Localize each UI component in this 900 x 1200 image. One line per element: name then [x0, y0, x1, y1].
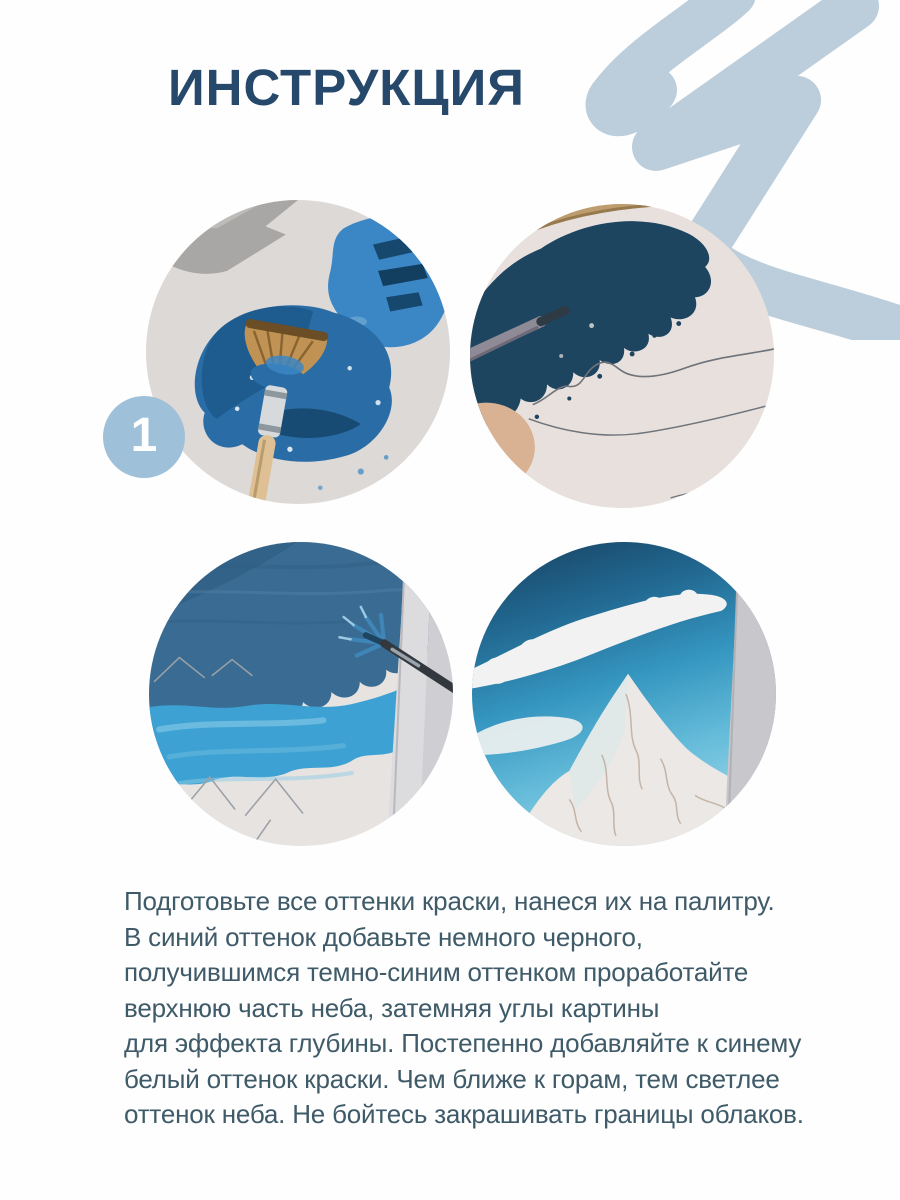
step-photo-palette	[146, 200, 450, 504]
instruction-line: для эффекта глубины. Постепенно добавляйте к синему	[124, 1028, 802, 1058]
step-photo-sky-gradient	[472, 542, 776, 846]
page-title: ИНСТРУКЦИЯ	[168, 59, 525, 116]
step-photo-canvas-corner	[470, 204, 774, 508]
instruction-line: оттенок неба. Не бойтесь закрашивать границы облаков.	[124, 1099, 804, 1129]
instruction-line: В синий оттенок добавьте немного черного,	[124, 921, 643, 952]
instruction-text	[124, 884, 824, 1133]
step-number: 1	[130, 409, 158, 462]
instruction-line: Подготовьте все оттенки краски, нанеся их на палитру.	[124, 886, 775, 916]
instruction-line: белый оттенок краски. Чем ближе к горам, тем светлее	[124, 1063, 780, 1094]
instruction-line: получившимся темно-синим оттенком проработайте	[124, 957, 749, 987]
step-number-badge	[103, 396, 185, 478]
step-photo-blending	[149, 542, 453, 846]
instruction-line: верхнюю часть неба, затемняя углы картины	[124, 992, 660, 1023]
